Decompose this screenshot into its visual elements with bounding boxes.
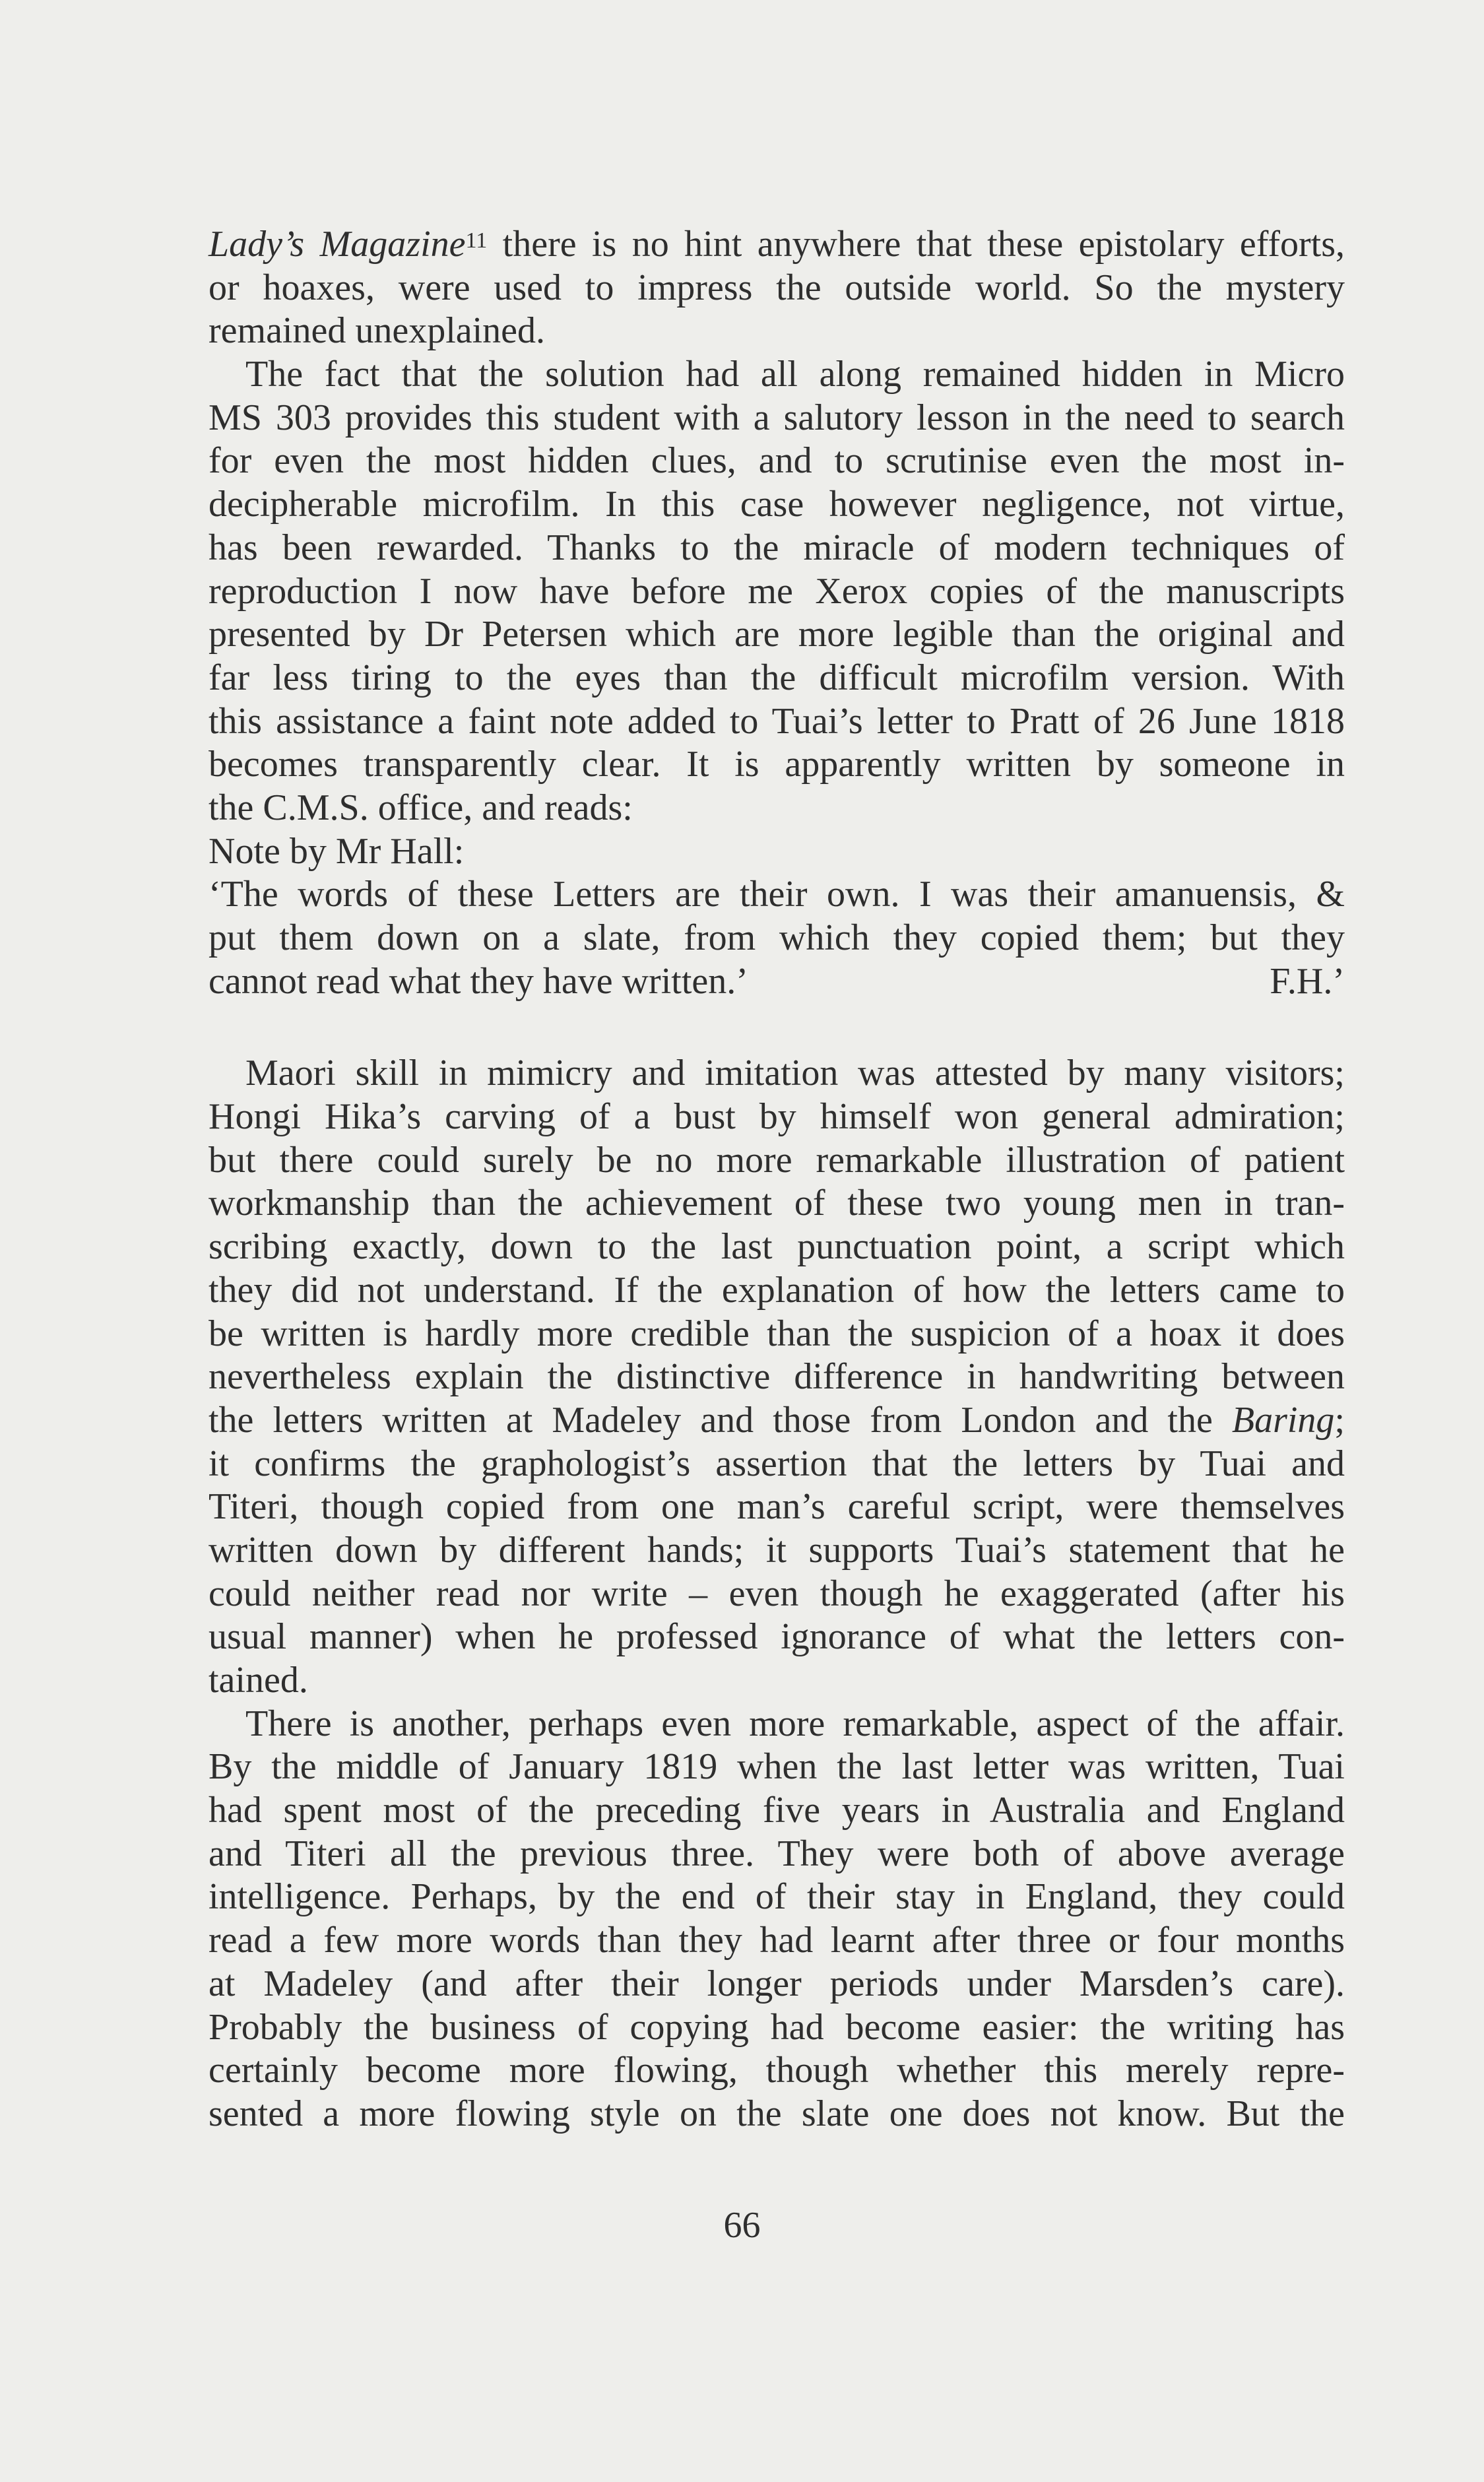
text-line: [209, 267, 1345, 310]
text-line: [209, 830, 1345, 874]
body-text: [209, 223, 1345, 2136]
signature-initials: F.H.’: [1270, 960, 1345, 1002]
text-run: at Madeley (and after their longer periods under Marsden’s care).: [209, 1963, 1345, 2004]
text-run: be written is hardly more credible than the suspicion of a hoax it does: [209, 1313, 1345, 1354]
text-line: [209, 743, 1345, 787]
text-line: [209, 440, 1345, 483]
text-line: [209, 483, 1345, 527]
text-line: [209, 1876, 1345, 1919]
text-run: could neither read nor write – even though he exaggerated (after his: [209, 1573, 1345, 1614]
text-run: read a few more words than they had learnt after three or four months: [209, 1920, 1345, 1961]
text-run: the letters written at Madeley and those from London and the: [209, 1399, 1232, 1441]
text-line: [209, 1919, 1345, 1963]
text-run: had spent most of the preceding five years in Australia and England: [209, 1790, 1345, 1831]
text-line: [209, 310, 1345, 353]
text-run: decipherable microfilm. In this case however negligence, not virtue,: [209, 484, 1345, 525]
text-line: [209, 1139, 1345, 1183]
text-run: there is no hint anywhere that these epistolary efforts,: [487, 224, 1345, 265]
text-line: [209, 1095, 1345, 1139]
text-line: [209, 2049, 1345, 2093]
text-run: remained unexplained.: [209, 310, 546, 352]
text-line: [209, 613, 1345, 657]
text-run: for even the most hidden clues, and to scrutinise even the most in-: [209, 440, 1345, 482]
text-run: this assistance a faint note added to Tuai’s letter to Pratt of 26 June 1818: [209, 700, 1345, 742]
text-run: certainly become more flowing, though whether this merely repre-: [209, 2050, 1345, 2091]
text-run: ‘The words of these Letters are their own. I was their amanuensis, &: [209, 874, 1345, 915]
text-run: usual manner) when he professed ignorance of what the letters con-: [209, 1616, 1345, 1658]
text-run: becomes transparently clear. It is apparently written by someone in: [209, 744, 1345, 785]
text-run: Probably the business of copying had become easier: the writing has: [209, 2006, 1345, 2048]
text-run: reproduction I now have before me Xerox copies of the manuscripts: [209, 570, 1345, 612]
paragraph: [209, 830, 1345, 874]
text-line: [209, 657, 1345, 700]
text-run: There is another, perhaps even more remarkable, aspect of the affair.: [245, 1703, 1345, 1744]
text-line: [209, 1443, 1345, 1486]
text-line: [209, 700, 1345, 744]
paragraph: [209, 353, 1345, 830]
italic-text: Lady’s Magazine: [209, 224, 466, 265]
text-run: it confirms the graphologist’s assertion that the letters by Tuai and: [209, 1443, 1345, 1484]
text-line: [209, 353, 1345, 397]
italic-text: Baring: [1231, 1399, 1335, 1441]
text-run: they did not understand. If the explanation of how the letters came to: [209, 1269, 1345, 1311]
text-line: [209, 1313, 1345, 1356]
text-line: [209, 1269, 1345, 1313]
text-line: [209, 1225, 1345, 1269]
text-line: [209, 570, 1345, 614]
text-run: and Titeri all the previous three. They were both of above average: [209, 1833, 1345, 1874]
paragraph: [209, 223, 1345, 353]
text-run: but there could surely be no more remarkable illustration of patient: [209, 1139, 1345, 1181]
text-line: [209, 1529, 1345, 1573]
text-run: Titeri, though copied from one man’s careful script, were themselves: [209, 1486, 1345, 1528]
text-line: [209, 1789, 1345, 1833]
text-run: Note by Mr Hall:: [209, 830, 465, 872]
paragraph: [209, 873, 1345, 1003]
text-line: [209, 1573, 1345, 1616]
text-run: Maori skill in mimicry and imitation was attested by many visitors;: [245, 1053, 1345, 1094]
text-run: or hoaxes, were used to impress the outside world. So the mystery: [209, 267, 1345, 308]
text-line: [209, 873, 1345, 917]
text-line: [209, 397, 1345, 440]
paragraph: [209, 1703, 1345, 2136]
text-line: [209, 1963, 1345, 2006]
text-line: [209, 1659, 1345, 1703]
text-run: presented by Dr Petersen which are more legible than the original and: [209, 614, 1345, 655]
text-line: [209, 1355, 1345, 1399]
text-line: [209, 1703, 1345, 1746]
text-run: scribing exactly, down to the last punctuation point, a script which: [209, 1226, 1345, 1268]
text-line: [209, 527, 1345, 570]
text-run: far less tiring to the eyes than the difficult microfilm version. With: [209, 657, 1345, 698]
text-line: [209, 787, 1345, 830]
text-run: workmanship than the achievement of these two young men in tran-: [209, 1183, 1345, 1224]
text-line: [209, 1833, 1345, 1876]
text-line: [209, 1052, 1345, 1095]
text-run: written down by different hands; it supports Tuai’s statement that he: [209, 1529, 1345, 1571]
text-line: [209, 223, 1345, 267]
text-line: [209, 1399, 1345, 1443]
text-run: put them down on a slate, from which they copied them; but they: [209, 917, 1345, 958]
text-line: [209, 1746, 1345, 1789]
paragraph-gap: [209, 1003, 1345, 1052]
text-run: intelligence. Perhaps, by the end of their stay in England, they could: [209, 1876, 1345, 1918]
text-line: [209, 1486, 1345, 1529]
text-run: the C.M.S. office, and reads:: [209, 787, 633, 828]
text-run: Hongi Hika’s carving of a bust by himself won general admiration;: [209, 1096, 1345, 1138]
text-line: [209, 917, 1345, 960]
footnote-marker: 11: [465, 228, 488, 253]
paragraph: [209, 1052, 1345, 1702]
text-line: [209, 2006, 1345, 2050]
page-number: 66: [723, 2205, 761, 2246]
text-run: ;: [1334, 1399, 1345, 1441]
text-run: MS 303 provides this student with a salutory lesson in the need to search: [209, 397, 1345, 438]
text-line: [209, 2093, 1345, 2136]
text-line: [209, 1182, 1345, 1225]
text-run: cannot read what they have written.’: [209, 960, 748, 1002]
text-run: By the middle of January 1819 when the last letter was written, Tuai: [209, 1746, 1345, 1788]
text-run: tained.: [209, 1660, 308, 1701]
text-run: has been rewarded. Thanks to the miracle of modern techniques of: [209, 527, 1345, 568]
text-run: nevertheless explain the distinctive difference in handwriting between: [209, 1356, 1345, 1398]
text-run: sented a more flowing style on the slate one does not know. But the: [209, 2093, 1345, 2134]
text-line: [209, 960, 1345, 1004]
text-line: [209, 1616, 1345, 1659]
text-run: The fact that the solution had all along remained hidden in Micro: [245, 354, 1345, 395]
